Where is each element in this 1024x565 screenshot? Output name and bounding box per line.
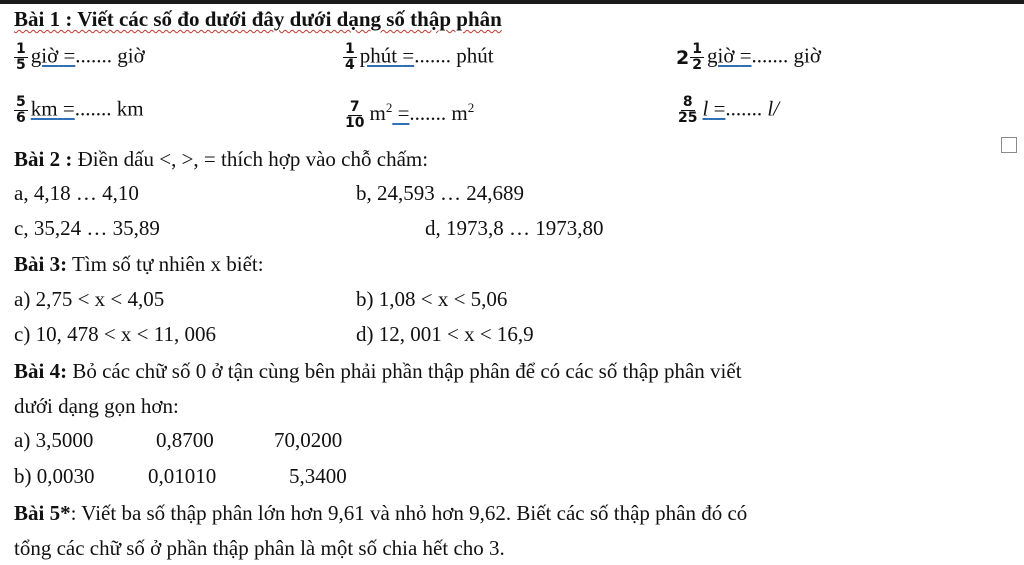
fraction: $\frac{1}{2}$	[692, 41, 702, 73]
exercise-5-line-2: tổng các chữ số ở phần thập phân là một số chia hết cho 3.	[14, 536, 505, 560]
fraction: $\frac{1}{4}$	[345, 41, 355, 73]
exercise-3-item-d: d) 12, 001 < x < 16,9	[356, 322, 534, 346]
exercise-3-item-a: a) 2,75 < x < 4,05	[14, 287, 165, 311]
exercise-4-title: Bài 4: Bỏ các chữ số 0 ở tận cùng bên phải phần thập phân để có các số thập phân viết	[14, 359, 742, 383]
fraction: $\frac{7}{10}$	[345, 98, 365, 131]
exercise-4-b-3: 5,3400	[289, 464, 347, 488]
exercise-4-a-3: 70,0200	[274, 428, 343, 452]
exercise-4-b-1: b) 0,0030	[14, 464, 95, 488]
exercise-4-title-cont: dưới dạng gọn hơn:	[14, 394, 179, 418]
exercise-2-title: Bài 2 : Điền dấu <, >, = thích hợp vào chỗ chấm:	[14, 147, 429, 171]
exercise-1-item-2: $\frac{1}{4}$ phút =....... phút	[345, 41, 494, 73]
top-border	[0, 0, 1024, 4]
exercise-3-item-b: b) 1,08 < x < 5,06	[356, 287, 508, 311]
exercise-5-line-1: Bài 5*: Viết ba số thập phân lớn hơn 9,61 và nhỏ hơn 9,62. Biết các số thập phân đó có	[14, 501, 748, 525]
exercise-1-item-6: $\frac{8}{25}$ l =....... l/	[678, 94, 780, 126]
exercise-4-a-1: a) 3,5000	[14, 428, 94, 452]
exercise-1-title: Bài 1 : Viết các số đo dưới đây dưới dạng số thập phân	[14, 7, 502, 31]
exercise-2-item-b: b, 24,593 … 24,689	[356, 181, 524, 205]
fraction: $\frac{8}{25}$	[678, 94, 698, 126]
checkbox[interactable]	[1001, 137, 1017, 153]
exercise-2-item-d: d, 1973,8 … 1973,80	[425, 216, 604, 240]
exercise-1-item-1: $\frac{1}{5}$ giờ =....... giờ	[16, 41, 145, 73]
exercise-1-item-3: 2 $\frac{1}{2}$ giờ =....... giờ	[676, 41, 821, 73]
fraction: $\frac{1}{5}$	[16, 41, 26, 73]
exercise-3-item-c: c) 10, 478 < x < 11, 006	[14, 322, 216, 346]
exercise-3-title: Bài 3: Tìm số tự nhiên x biết:	[14, 252, 264, 276]
exercise-4-b-2: 0,01010	[148, 464, 217, 488]
exercise-2-item-c: c, 35,24 … 35,89	[14, 216, 160, 240]
exercise-1-item-5: $\frac{7}{10}$ $m^2$ =....... $m^2$	[345, 98, 475, 131]
exercise-4-a-2: 0,8700	[156, 428, 214, 452]
exercise-1-item-4: $\frac{5}{6}$ km =....... km	[16, 94, 144, 126]
exercise-2-item-a: a, 4,18 … 4,10	[14, 181, 139, 205]
fraction: $\frac{5}{6}$	[16, 94, 26, 126]
